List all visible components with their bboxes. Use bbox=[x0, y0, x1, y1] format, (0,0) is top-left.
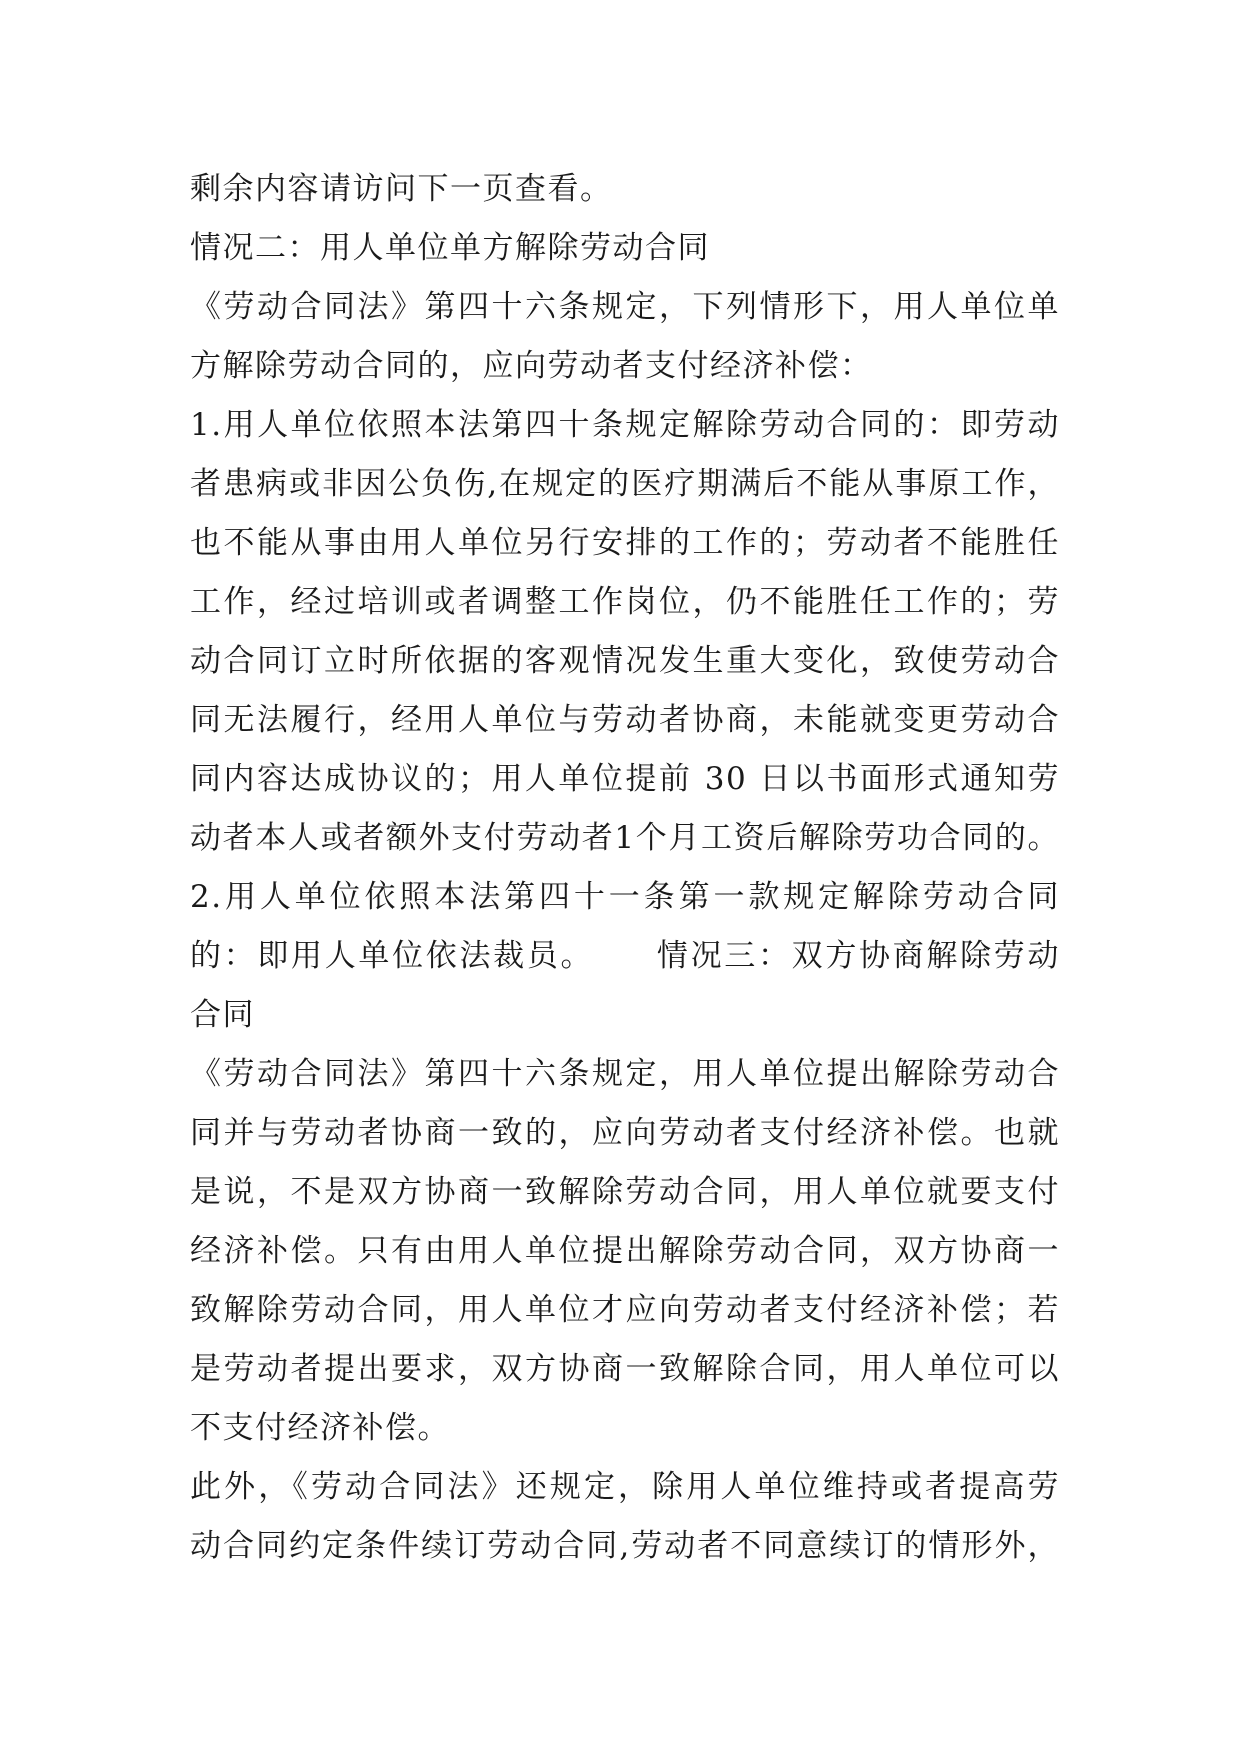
text-line: 剩余内容请访问下一页查看。 bbox=[190, 171, 613, 207]
text-line: 《劳动合同法》第四十六条规定，用人单位提出解除劳动合 bbox=[190, 1056, 1060, 1092]
text-line: 是说，不是双方协商一致解除劳动合同，用人单位就要支付 bbox=[190, 1174, 1060, 1210]
text-line: 方解除劳动合同的，应向劳动者支付经济补偿： bbox=[190, 348, 873, 384]
text-line: 此外，《劳动合同法》还规定，除用人单位维持或者提高劳 bbox=[190, 1469, 1060, 1505]
text-line: 不支付经济补偿。 bbox=[190, 1410, 450, 1446]
text-line: 合同 bbox=[190, 997, 255, 1033]
text-line: 情况二：用人单位单方解除劳动合同 bbox=[190, 230, 710, 266]
text-line: 1.用人单位依照本法第四十条规定解除劳动合同的：即劳动 bbox=[190, 407, 1060, 443]
text-line: 动者本人或者额外支付劳动者1个月工资后解除劳功合同的。 bbox=[190, 820, 1060, 856]
text-line: 工作，经过培训或者调整工作岗位，仍不能胜任工作的；劳 bbox=[190, 584, 1060, 620]
text-line: 2.用人单位依照本法第四十一条第一款规定解除劳动合同 bbox=[190, 879, 1060, 915]
text-line: 同内容达成协议的；用人单位提前 30 日以书面形式通知劳 bbox=[190, 761, 1060, 797]
text-line: 经济补偿。只有由用人单位提出解除劳动合同，双方协商一 bbox=[190, 1233, 1060, 1269]
text-line: 者患病或非因公负伤,在规定的医疗期满后不能从事原工作， bbox=[190, 466, 1060, 502]
text-line: 是劳动者提出要求，双方协商一致解除合同，用人单位可以 bbox=[190, 1351, 1060, 1387]
text-line: 同并与劳动者协商一致的，应向劳动者支付经济补偿。也就 bbox=[190, 1115, 1060, 1151]
text-line: 也不能从事由用人单位另行安排的工作的；劳动者不能胜任 bbox=[190, 525, 1060, 561]
text-line: 动合同订立时所依据的客观情况发生重大变化，致使劳动合 bbox=[190, 643, 1060, 679]
text-line: 的：即用人单位依法裁员。 情况三：双方协商解除劳动 bbox=[190, 938, 1060, 974]
document-body bbox=[190, 160, 1060, 1576]
text-line: 《劳动合同法》第四十六条规定，下列情形下，用人单位单 bbox=[190, 289, 1060, 325]
text-line: 同无法履行，经用人单位与劳动者协商，未能就变更劳动合 bbox=[190, 702, 1060, 738]
text-line: 动合同约定条件续订劳动合同,劳动者不同意续订的情形外， bbox=[190, 1528, 1060, 1564]
text-line: 致解除劳动合同，用人单位才应向劳动者支付经济补偿；若 bbox=[190, 1292, 1060, 1328]
